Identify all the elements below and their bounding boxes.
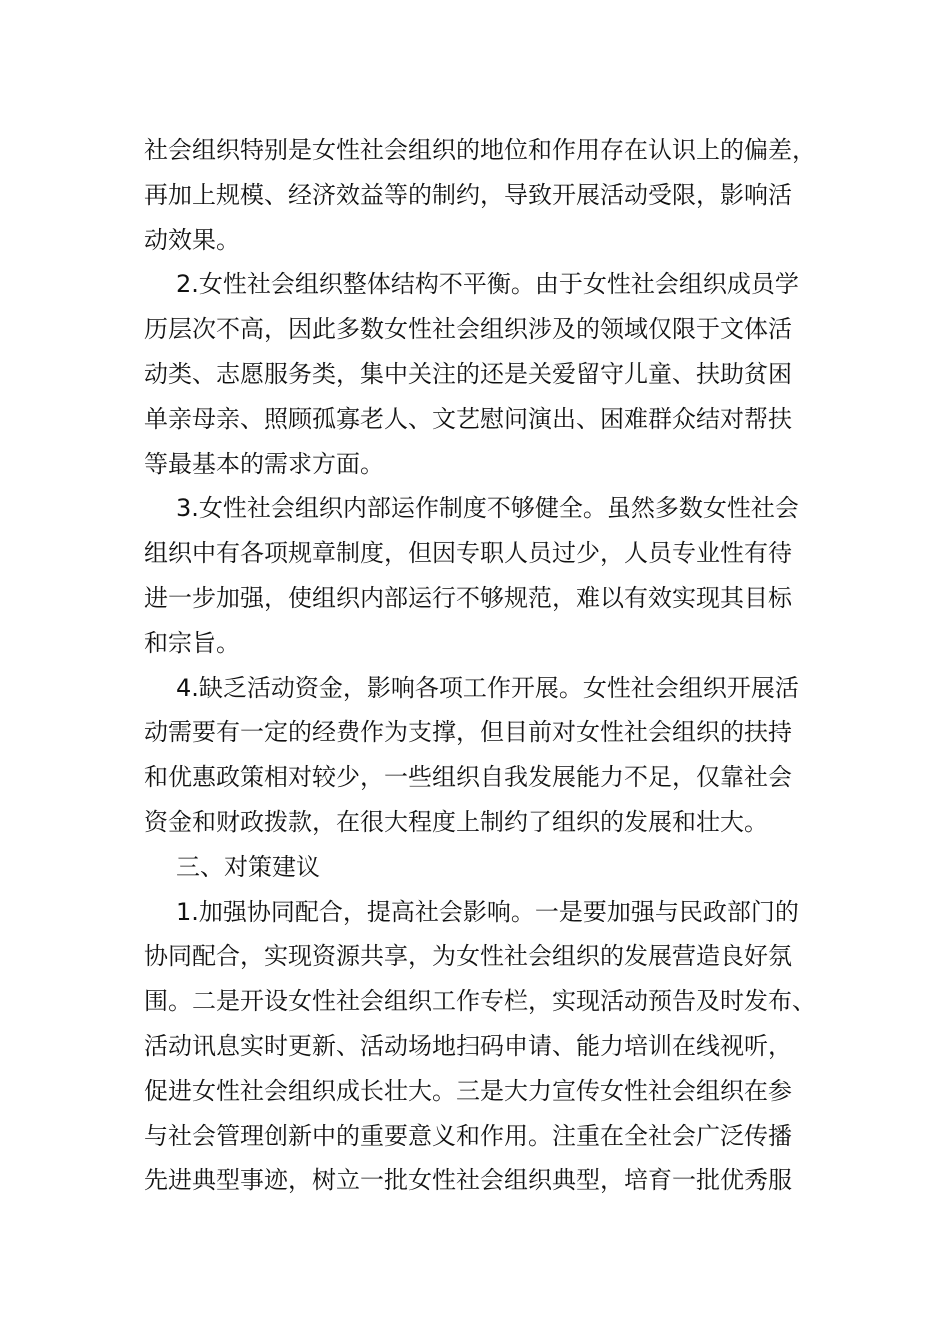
text-line: 围。二是开设女性社会组织工作专栏，实现活动预告及时发布、 [144,987,816,1016]
text-line: 与社会管理创新中的重要意义和作用。注重在全社会广泛传播 [144,1121,792,1150]
section-heading: 三、对策建议 [176,852,320,881]
paragraph-heading-line: 1.加强协同配合，提高社会影响。一是要加强与民政部门的 [176,897,799,926]
text-line: 资金和财政拨款，在很大程度上制约了组织的发展和壮大。 [144,807,768,836]
text-line: 先进典型事迹，树立一批女性社会组织典型，培育一批优秀服 [144,1166,792,1195]
paragraph-heading-line: 2.女性社会组织整体结构不平衡。由于女性社会组织成员学 [176,270,799,299]
text-line: 和优惠政策相对较少，一些组织自我发展能力不足，仅靠社会 [144,763,792,792]
text-line: 促进女性社会组织成长壮大。三是大力宣传女性社会组织在参 [144,1076,792,1105]
document-body [144,128,824,1203]
paragraph-heading-line: 4.缺乏活动资金，影响各项工作开展。女性社会组织开展活 [176,673,799,702]
text-line: 再加上规模、经济效益等的制约，导致开展活动受限，影响活 [144,180,792,209]
text-line: 组织中有各项规章制度，但因专职人员过少，人员专业性有待 [144,539,792,568]
text-line: 动效果。 [144,225,240,254]
text-line: 历层次不高，因此多数女性社会组织涉及的领域仅限于文体活 [144,315,792,344]
text-line: 动类、志愿服务类，集中关注的还是关爱留守儿童、扶助贫困 [144,359,792,388]
text-line: 动需要有一定的经费作为支撑，但目前对女性社会组织的扶持 [144,718,792,747]
text-line: 社会组织特别是女性社会组织的地位和作用存在认识上的偏差， [144,136,816,164]
paragraph-heading-line: 3.女性社会组织内部运作制度不够健全。虽然多数女性社会 [176,494,799,523]
text-line: 和宗旨。 [144,628,240,657]
text-line: 协同配合，实现资源共享，为女性社会组织的发展营造良好氛 [144,942,792,971]
text-line: 活动讯息实时更新、活动场地扫码申请、能力培训在线视听， [144,1031,792,1060]
text-line: 等最基本的需求方面。 [144,449,384,478]
text-line: 单亲母亲、照顾孤寡老人、文艺慰问演出、困难群众结对帮扶 [144,404,792,433]
text-line: 进一步加强，使组织内部运行不够规范，难以有效实现其目标 [144,583,792,612]
